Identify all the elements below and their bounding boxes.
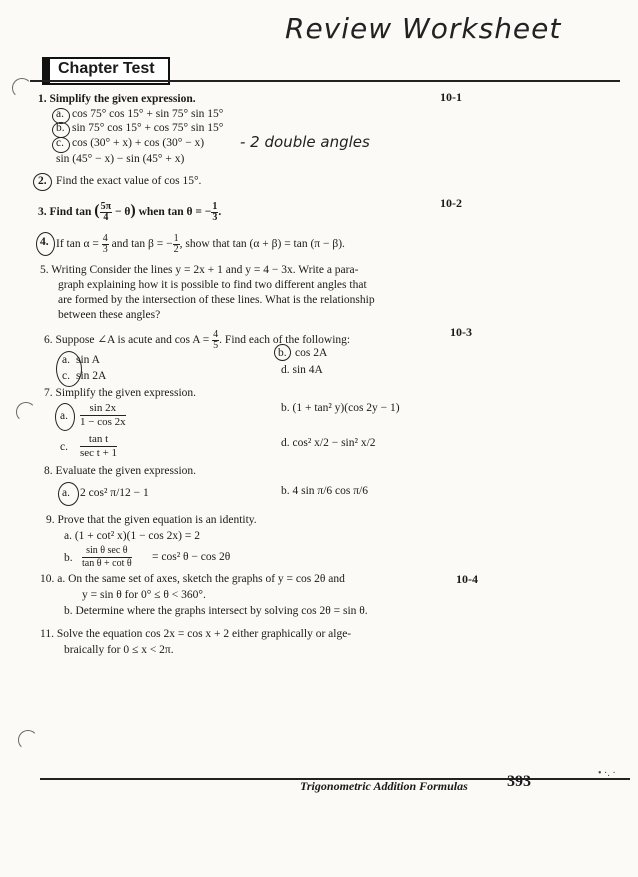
section-label: 10-3 [450,325,472,339]
q6d-text: d. sin 4A [281,364,323,376]
q1b-text: sin 75° cos 15° + cos 75° sin 15° [72,122,224,134]
q5-line: between these angles? [58,309,161,321]
question-2: Find the exact value of cos 15°. [56,175,202,187]
q6c-text: sin 2A [76,370,107,382]
q10-line: y = sin θ for 0° ≤ θ < 360°. [82,589,206,601]
page-number: 393 [507,773,531,790]
q3-prefix: 3. Find tan [38,206,92,219]
q6b-text: cos 2A [295,347,328,359]
banner-label: Chapter Test [58,60,155,77]
q9a-text: a. (1 + cot² x)(1 − cos 2x) = 2 [64,530,200,542]
q6a-text: sin A [76,354,100,366]
q6a-label: a. [62,354,70,366]
q4-suffix: , show that tan (α + β) = tan (π − β). [179,238,345,251]
q7d-text: d. cos² x/2 − sin² x/2 [281,437,376,449]
footer-title: Trigonometric Addition Formulas [300,779,468,793]
q6b-label: b. [278,347,287,359]
question-3: 3. Find tan ( $\frac{5\pi}{4}$ − θ) when tan θ = − $\frac{1}{3}$ . [38,201,222,223]
question-9: 9. Prove that the given equation is an identity. [46,514,257,526]
q4-number: 4. [40,236,49,248]
question-4 [56,234,345,255]
section-label: 10-1 [440,90,462,104]
q7c-denominator: sec t + 1 [80,447,118,459]
fraction: $\frac{4}{3}$ [102,233,108,255]
q6-suffix: . Find each of the following: [219,334,351,347]
question-1: 1. Simplify the given expression. [38,93,196,105]
binder-hole [18,730,38,750]
q1b-label: b. [56,122,65,134]
q10-line: b. Determine where the graphs intersect by solving cos 2θ = sin θ. [64,605,368,617]
q11-line: braically for 0 ≤ x < 2π. [64,644,174,656]
q9b-numerator: sin θ sec θ [82,545,132,558]
scan-specks: • ·. · [598,768,616,779]
q1d-text: sin (45° − x) − sin (45° + x) [56,153,185,165]
question-7: 7. Simplify the given expression. [44,387,197,399]
q8b-text: b. 4 sin π/6 cos π/6 [281,485,369,497]
q7c-fraction [80,433,117,460]
q1a-text: cos 75° cos 15° + sin 75° sin 15° [72,108,224,120]
fraction: $\frac{1}{2}$ [173,233,179,255]
q7a-numerator: sin 2x [80,402,126,416]
q7a-denominator: 1 − cos 2x [80,416,126,428]
q2-number: 2. [38,175,47,187]
q9b-label: b. [64,552,73,564]
section-label: 10-4 [456,572,478,586]
q4-prefix: If tan α = [56,238,99,251]
binder-hole [16,402,36,422]
q7c-numerator: tan t [80,433,117,447]
q9b-rhs: = cos² θ − cos 2θ [152,551,231,563]
q3-middle: when tan θ = − [138,206,212,219]
q1c-text: cos (30° + x) + cos (30° − x) [72,137,205,149]
q5-line: 5. Writing Consider the lines y = 2x + 1 and y = 4 − 3x. Write a para- [40,264,359,276]
top-rule [30,80,620,82]
handwritten-note: - 2 double angles [240,133,370,151]
q1c-label: c. [56,137,64,149]
fraction: $\frac{4}{5}$ [213,329,219,351]
q8a-text: 2 cos² π/12 − 1 [80,487,149,499]
fraction: $\frac{5\pi}{4}$ [100,201,112,223]
q10-line: 10. a. On the same set of axes, sketch the graphs of y = cos 2θ and [40,573,345,585]
q6c-label: c. [62,370,70,382]
q1a-label: a. [56,108,64,120]
binder-hole [12,78,32,98]
handwritten-title: Review Worksheet [285,12,562,45]
q9b-denominator: tan θ + cot θ [82,558,132,569]
q5-line: are formed by the intersection of these lines. What is the relationship [58,294,375,306]
q7a-fraction [80,402,126,429]
fraction: $\frac{1}{3}$ [212,201,218,223]
q8a-label: a. [62,487,70,499]
q7a-label: a. [60,410,68,422]
q6-prefix: 6. Suppose ∠A is acute and cos A = [44,334,210,347]
q7b-text: b. (1 + tan² y)(cos 2y − 1) [281,402,400,414]
section-label: 10-2 [440,196,462,210]
q5-line: graph explaining how it is possible to find two different angles that [58,279,367,291]
q11-line: 11. Solve the equation cos 2x = cos x + 2 either graphically or alge- [40,628,352,640]
question-8: 8. Evaluate the given expression. [44,465,197,477]
q7c-label: c. [60,441,68,453]
q9b-fraction [82,545,132,570]
q4-middle: and tan β = − [111,238,173,251]
